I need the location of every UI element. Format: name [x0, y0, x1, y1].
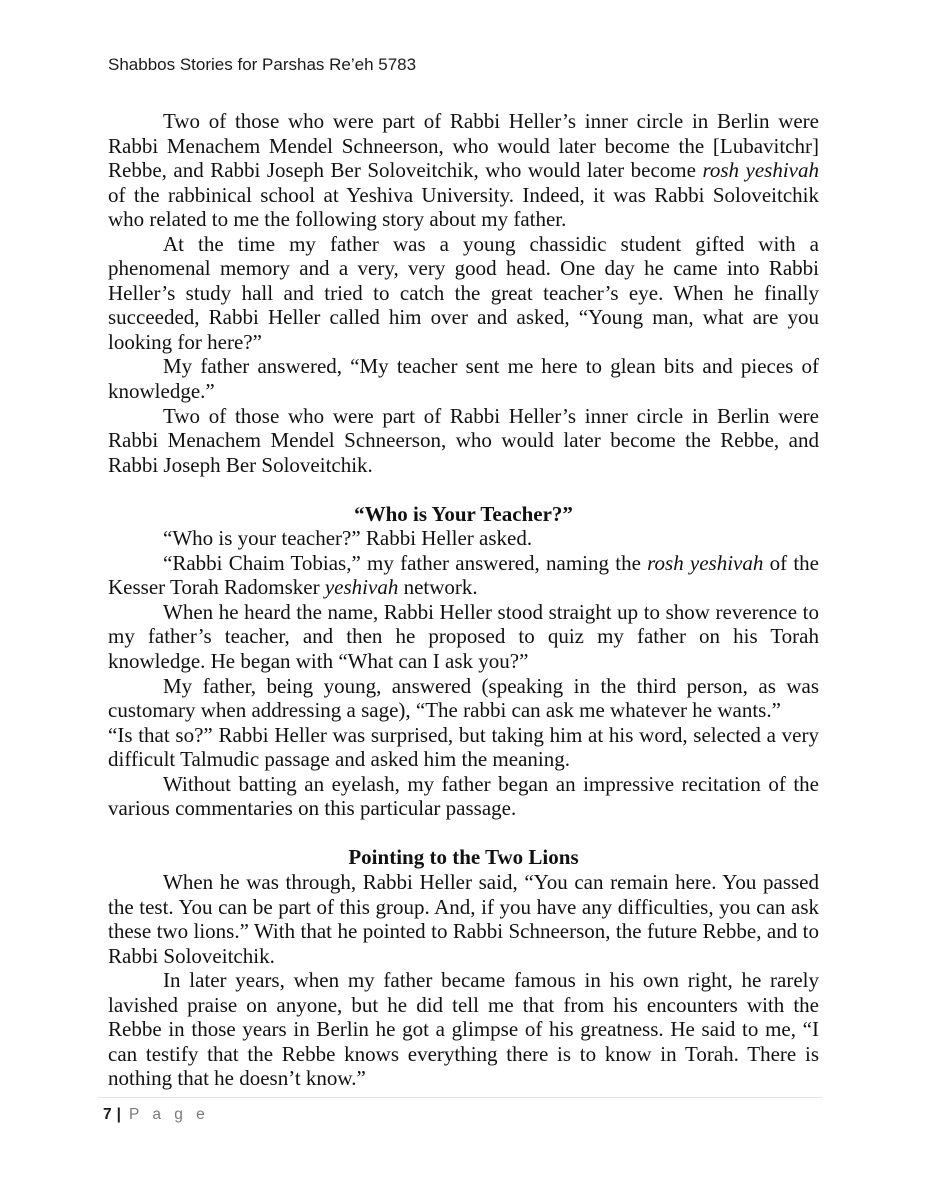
document-body: [108, 109, 819, 1091]
paragraph: [108, 772, 819, 821]
page-footer: [103, 1105, 209, 1124]
paragraph: [108, 354, 819, 403]
text-run: “Who is your teacher?” Rabbi Heller asked.: [163, 526, 533, 551]
text-run: Without batting an eyelash, my father began an impressive recitation of the various commentaries on this particular passage.: [108, 771, 819, 821]
text-run: network.: [398, 575, 478, 600]
paragraph: [108, 600, 819, 674]
footer-separator: |: [116, 1106, 121, 1123]
header-title: Shabbos Stories for Parshas Re’eh 5783: [108, 55, 417, 74]
text-run: of the rabbinical school at Yeshiva University. Indeed, it was Rabbi Soloveitchik who related to me the following story about my father.: [108, 182, 819, 232]
footer-page-number: 7: [103, 1106, 112, 1123]
paragraph: [108, 968, 819, 1091]
text-run: In later years, when my father became famous in his own right, he rarely lavished praise on anyone, but he did tell me that from his encounters with the Rebbe in those years in Berlin he got a glimpse of his greatness. He said to me, “I can testify that the Rebbe knows everything there is to know in Torah. There is nothing that he doesn’t know.”: [108, 968, 819, 1091]
paragraph: [108, 870, 819, 968]
text-run: My father, being young, answered (speaking in the third person, as was customary when addressing a sage), “The rabbi can ask me whatever he wants.”: [108, 673, 819, 723]
footer-divider: [98, 1097, 822, 1098]
paragraph: [108, 109, 819, 232]
paragraph: [108, 723, 819, 772]
text-run: rosh yeshivah: [702, 158, 819, 183]
footer-page-label: P a g e: [128, 1106, 210, 1123]
paragraph: [108, 404, 819, 478]
text-run: rosh yeshivah: [647, 550, 764, 575]
text-run: When he heard the name, Rabbi Heller stood straight up to show reverence to my father’s teacher, and then he proposed to quiz my father on his Torah knowledge. He began with “What can I ask you?”: [108, 599, 819, 674]
text-run: yeshivah: [324, 575, 399, 600]
page-header: [108, 55, 819, 75]
paragraph: [108, 674, 819, 723]
paragraph: [108, 526, 819, 551]
text-run: “Rabbi Chaim Tobias,” my father answered, naming the: [163, 550, 648, 575]
section-heading: “Who is Your Teacher?”: [354, 501, 573, 526]
text-run: Two of those who were part of Rabbi Heller’s inner circle in Berlin were Rabbi Menachem Mendel Schneerson, who would later become the [Lubavitchr] Rebbe, and Rabbi Joseph Ber Soloveitchik, who would later become: [108, 109, 819, 183]
section-heading: Pointing to the Two Lions: [348, 845, 579, 870]
paragraph: [108, 551, 819, 600]
text-run: At the time my father was a young chassidic student gifted with a phenomenal memory and a very, very good head. One day he came into Rabbi Heller’s study hall and tried to catch the great teacher’s eye. When he finally succeeded, Rabbi Heller called him over and asked, “Young man, what are you looking for here?”: [108, 231, 819, 354]
text-run: “Is that so?” Rabbi Heller was surprised, but taking him at his word, selected a very difficult Talmudic passage and asked him the meaning.: [108, 722, 819, 772]
text-run: My father answered, “My teacher sent me here to glean bits and pieces of knowledge.”: [108, 354, 819, 404]
text-run: When he was through, Rabbi Heller said, “You can remain here. You passed the test. You can be part of this group. And, if you have any difficulties, you can ask these two lions.” With that he pointed to Rabbi Schneerson, the future Rebbe, and to Rabbi Soloveitchik.: [108, 869, 819, 968]
text-run: of the Kesser Torah Radomsker: [108, 550, 819, 600]
text-run: Two of those who were part of Rabbi Heller’s inner circle in Berlin were Rabbi Menachem Mendel Schneerson, who would later become the Rebbe, and Rabbi Joseph Ber Soloveitchik.: [108, 403, 819, 477]
paragraph: [108, 232, 819, 355]
